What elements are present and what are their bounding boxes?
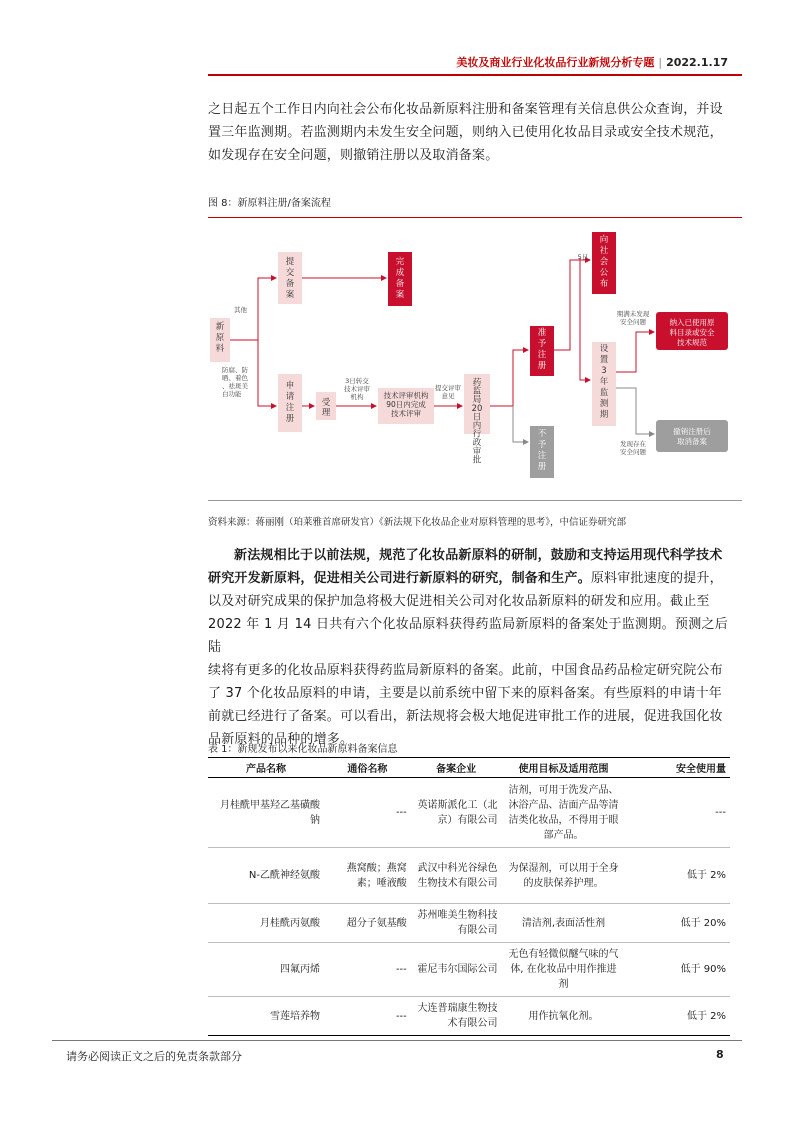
cell-company: 苏州唯美生物科技有限公司 <box>411 904 502 943</box>
figure-top-rule <box>208 217 742 218</box>
header-date: 2022.1.17 <box>666 56 728 69</box>
cell-amount: 低于 2% <box>626 848 731 904</box>
cell-usage: 用作抗氧化剂。 <box>501 997 625 1036</box>
cell-amount: 低于 2% <box>626 997 731 1036</box>
table-row <box>208 778 730 848</box>
vlabel: 设置 3 年监测期 <box>599 344 609 420</box>
body-line <box>208 544 728 567</box>
figure-bottom-rule <box>208 500 742 501</box>
table-row <box>208 848 730 904</box>
cell-company: 霍尼韦尔国际公司 <box>411 943 502 997</box>
page-header <box>208 52 742 76</box>
vlabel: 受理 <box>321 398 331 418</box>
intro-line: 之日起五个工作日内向社会公布化妆品新原料注册和备案管理有关信息供公众查询，并设 <box>208 102 723 117</box>
footer-rule <box>52 1040 742 1041</box>
cell-product: 四氟丙烯 <box>208 943 324 997</box>
body-line <box>208 567 728 590</box>
cell-product: N-乙酰神经氨酸 <box>208 848 324 904</box>
body-line: 以及对研究成果的保护加急将极大促进相关公司对化妆品新原料的研发和应用。截止至 <box>208 594 710 609</box>
body-line: 品新原料的品种的增多。 <box>208 732 354 747</box>
cell-common: 超分子氨基酸 <box>324 904 411 943</box>
vlabel: 向社会公布 <box>599 235 609 289</box>
wlabel: 提交评审意见 <box>435 384 461 400</box>
wlabel: 期满未发现安全问题 <box>616 310 650 326</box>
col-header: 通俗名称 <box>324 758 411 778</box>
figure-source: 资料来源：蒋丽刚（珀莱雅首席研发官）《新法规下化妆品企业对原料管理的思考》，中信证券研究部 <box>208 517 627 528</box>
vlabel: 完成备案 <box>395 257 405 300</box>
cell-common: --- <box>324 778 411 848</box>
wlabel: 防腐、防晒、着色、祛斑美白功能 <box>222 366 248 398</box>
cell-company: 大连普瑞康生物技术有限公司 <box>411 997 502 1036</box>
body-line-text: 原料审批速度的提升， <box>590 571 723 586</box>
cell-product: 雪莲培养物 <box>208 997 324 1036</box>
cell-usage: 清洁剂,表面活性剂 <box>501 904 625 943</box>
wlabel: 撤销注册后取消备案 <box>673 427 711 446</box>
col-header: 产品名称 <box>208 758 324 778</box>
body-line: 续将有更多的化妆品原料获得药监局新原料的备案。此前，中国食品药品检定研究院公布 <box>208 663 723 678</box>
cell-company: 英诺斯派化工（北京）有限公司 <box>411 778 502 848</box>
wlabel: 技术评审机构 90日内完成技术评审 <box>383 391 429 418</box>
table-row <box>208 997 730 1036</box>
flow-label-five-days: 5日 <box>577 253 589 261</box>
body-paragraph <box>208 544 728 751</box>
cell-usage: 无色有轻微似醚气味的气体, 在化妆品中用作推进剂 <box>501 943 625 997</box>
body-line: 了 37 个化妆品原料的申请，主要是以前系统中留下来的原料备案。有些原料的申请十年 <box>208 686 723 701</box>
cell-amount: --- <box>626 778 731 848</box>
vlabel: 不予注册 <box>537 429 547 472</box>
cell-product: 月桂酰甲基羟乙基磺酸钠 <box>208 778 324 848</box>
vlabel: 准予注册 <box>537 328 547 371</box>
node-revoke <box>656 420 728 452</box>
footer-disclaimer: 请务必阅读正文之后的免责条款部分 <box>66 1050 242 1063</box>
col-header: 安全使用量 <box>626 758 731 778</box>
table-row <box>208 904 730 943</box>
header-title: 美妆及商业行业化妆品行业新规分析专题 <box>456 56 655 69</box>
cell-common: --- <box>324 943 411 997</box>
body-line: 2022 年 1 月 14 日共有六个化妆品原料获得药监局新原料的备案处于监测期。预测之后陆 <box>208 617 728 655</box>
body-line: 前就已经进行了备案。可以看出，新法规将会极大地促进审批工作的进展，促进我国化妆 <box>208 709 723 724</box>
body-line-bold: 新法规相比于以前法规，规范了化妆品新原料的研制，鼓励和支持运用现代科学技术 <box>234 548 723 563</box>
vlabel: 药监局 20 日内行政审批 <box>471 378 483 466</box>
filing-table <box>208 757 730 1036</box>
intro-line: 置三年监测期。若监测期内未发生安全问题，则纳入已使用化妆品目录或安全技术规范， <box>208 125 723 140</box>
cell-common: 燕窝酸；燕窝素；唾液酸 <box>324 848 411 904</box>
body-line-bold: 研究开发新原料，促进相关公司进行新原料的研究，制备和生产。 <box>208 571 591 586</box>
figure-title: 图 8：新原料注册/备案流程 <box>208 198 331 209</box>
cell-product: 月桂酰丙氨酸 <box>208 904 324 943</box>
cell-usage: 洁剂，可用于洗发产品、沐浴产品、洁面产品等清洁类化妆品，不得用于眼部产品。 <box>501 778 625 848</box>
page-number: 8 <box>716 1048 724 1061</box>
flow-label-other: 其他 <box>234 306 247 314</box>
cell-amount: 低于 90% <box>626 943 731 997</box>
vlabel: 申请注册 <box>285 381 295 424</box>
cell-amount: 低于 20% <box>626 904 731 943</box>
table-title: 表 1：新规发布以来化妆品新原料备案信息 <box>208 744 398 755</box>
table-header-row <box>208 758 730 778</box>
intro-line: 如发现存在安全问题，则撤销注册以及取消备案。 <box>208 148 499 163</box>
header-text <box>456 54 728 70</box>
cell-company: 武汉中科光谷绿色生物技术有限公司 <box>411 848 502 904</box>
wlabel: 发现存在安全问题 <box>620 440 646 456</box>
intro-paragraph <box>208 98 728 167</box>
vlabel: 提交备案 <box>285 257 295 300</box>
flowchart <box>208 222 742 492</box>
cell-usage: 为保湿剂，可以用于全身的皮肤保养护理。 <box>501 848 625 904</box>
wlabel: 3日转交技术评审机构 <box>344 377 370 401</box>
header-separator: | <box>658 56 663 69</box>
vlabel: 新原料 <box>215 322 225 354</box>
col-header: 备案企业 <box>411 758 502 778</box>
wlabel: 纳入已使用原料目录或安全技术规范 <box>669 318 715 347</box>
col-header: 使用目标及适用范围 <box>501 758 625 778</box>
cell-common: --- <box>324 997 411 1036</box>
table-row <box>208 943 730 997</box>
